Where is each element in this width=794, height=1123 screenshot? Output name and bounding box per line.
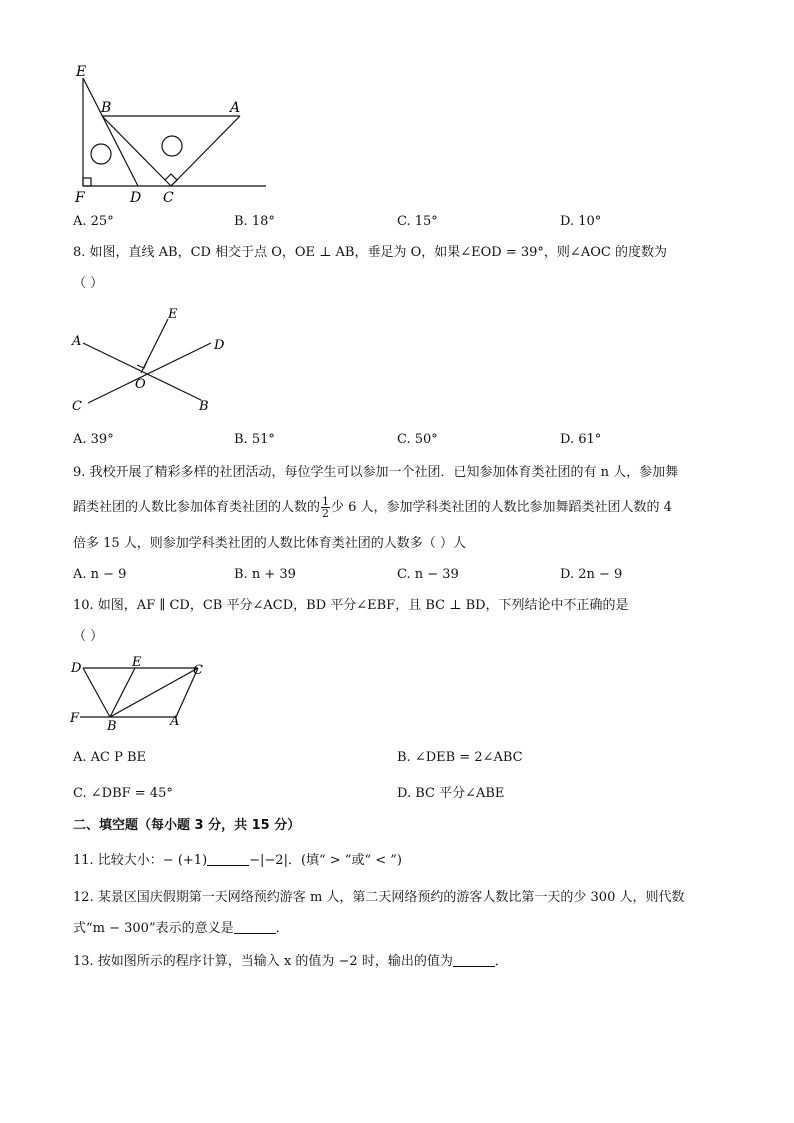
q7-label-E: E [76, 64, 87, 80]
q7-label-F: F [75, 190, 85, 206]
q10-option-a: A. AC P BE [73, 750, 147, 765]
q8-option-c: C. 50° [397, 432, 438, 447]
q10-label-E: E [132, 655, 142, 670]
q10-label-F: F [70, 711, 80, 726]
q13-stem [73, 953, 508, 970]
q7-label-A: A [230, 100, 241, 116]
q10-option-c: C. ∠DBF = 45° [73, 786, 173, 801]
q8-label-A: A [72, 334, 82, 349]
q9-line2-part-b: 少 6 人，参加学科类社团的人数比参加舞蹈类社团人数的 4 [331, 500, 672, 515]
q7-label-B: B [101, 100, 112, 116]
q8-label-E: E [168, 307, 178, 322]
q10-figure [66, 655, 216, 733]
q12-line2-part-a: 式“m − 300”表示的意义是 [73, 921, 234, 936]
q9-stem-line3: 倍多 15 人，则参加学科类社团的人数比体育类社团的人数多（ ）人 [73, 536, 466, 551]
q10-stem-line2: （ ） [73, 629, 104, 644]
q9-fraction-numerator: 1 [322, 495, 330, 508]
q7-label-D: D [130, 190, 142, 206]
q10-stem-line1: 10. 如图，AF ∥ CD，CB 平分∠ACD，BD 平分∠EBF，且 BC ⊥ BD，下列结论中不正确的是 [73, 598, 629, 613]
q9-fraction-one-half [321, 496, 330, 519]
q9-option-a: A. n − 9 [73, 567, 127, 582]
q8-stem-line2: （ ） [73, 276, 104, 291]
q13-text-part-b: ． [494, 954, 508, 969]
section-2-heading: 二、填空题（每小题 3 分，共 15 分） [73, 818, 301, 833]
q10-label-C: C [193, 663, 203, 678]
q8-option-b: B. 51° [234, 432, 275, 447]
q8-option-d: D. 61° [560, 432, 602, 447]
q10-option-d: D. BC 平分∠ABE [397, 786, 505, 801]
q12-stem-line2 [73, 920, 289, 937]
q11-text-part-b: −|−2|．(填“ > ”或“ < ”) [249, 853, 402, 868]
q13-text-part-a: 13. 按如图所示的程序计算，当输入 x 的值为 −2 时，输出的值为 [73, 954, 453, 969]
q9-fraction-denominator: 2 [322, 507, 330, 520]
q8-label-C: C [72, 399, 82, 414]
q11-stem [73, 852, 402, 869]
q9-option-d: D. 2n − 9 [560, 567, 623, 582]
q9-stem-line2 [73, 494, 672, 522]
q11-text-part-a: 11. 比较大小：− (+1) [73, 853, 208, 868]
q7-option-a: A. 25° [73, 214, 114, 229]
q10-label-A: A [170, 714, 180, 729]
q7-option-c: C. 15° [397, 214, 438, 229]
q8-stem-line1: 8. 如图，直线 AB，CD 相交于点 O，OE ⊥ AB，垂足为 O，如果∠EOD = 39°，则∠AOC 的度数为 [73, 245, 667, 260]
q8-label-B: B [199, 399, 209, 414]
q10-label-D: D [71, 661, 82, 676]
q9-option-c: C. n − 39 [397, 567, 459, 582]
q7-figure [70, 58, 280, 208]
q9-stem-line1: 9. 我校开展了精彩多样的社团活动，每位学生可以参加一个社团．已知参加体育类社团的有 n 人，参加舞 [73, 465, 679, 480]
q9-line2-part-a: 蹈类社团的人数比参加体育类社团的人数的 [73, 500, 321, 515]
q12-answer-blank[interactable] [234, 920, 276, 934]
q11-answer-blank[interactable] [207, 852, 249, 866]
q8-figure [68, 305, 238, 417]
q10-option-b: B. ∠DEB = 2∠ABC [397, 750, 523, 765]
q9-option-b: B. n + 39 [234, 567, 296, 582]
q7-label-C: C [163, 190, 174, 206]
q8-option-a: A. 39° [73, 432, 114, 447]
q12-line2-part-b: ． [275, 921, 289, 936]
q8-label-O: O [135, 377, 146, 392]
q7-option-b: B. 18° [234, 214, 275, 229]
q12-stem-line1: 12. 某景区国庆假期第一天网络预约游客 m 人，第二天网络预约的游客人数比第一天的少 300 人，则代数 [73, 890, 685, 905]
q10-label-B: B [107, 719, 117, 733]
q8-label-D: D [214, 338, 225, 353]
q7-option-d: D. 10° [560, 214, 602, 229]
q13-answer-blank[interactable] [453, 953, 495, 967]
